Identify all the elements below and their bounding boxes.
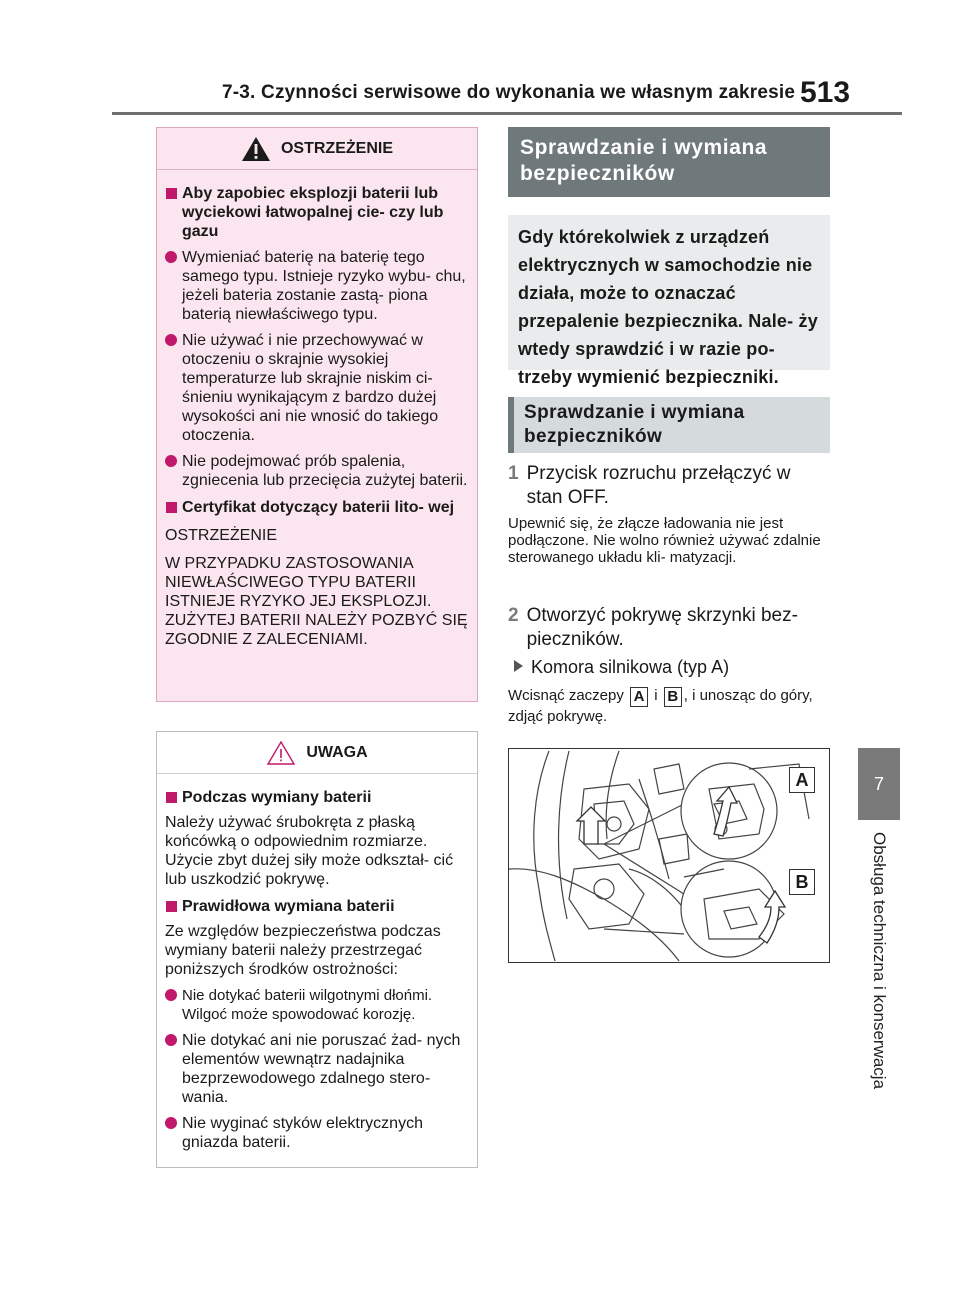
instruction-before: Wcisnąć zaczepy xyxy=(508,687,624,704)
warning-heading-explosion: Aby zapobiec eksplozji baterii lub wyciekowi łatwopalnej cie- czy lub gazu xyxy=(165,184,471,241)
caution-triangle-icon xyxy=(266,740,296,766)
label-b-box: B xyxy=(789,869,815,895)
chapter-tab: 7 xyxy=(858,748,900,820)
label-a-box: A xyxy=(789,767,815,793)
chapter-label-container xyxy=(858,832,900,1092)
instruction-after: , i unosząc do góry, zdjąć pokrywę. xyxy=(508,687,813,725)
notice-heading-replacement: Podczas wymiany baterii xyxy=(165,788,471,807)
warning-box xyxy=(156,127,478,702)
notice-bullet-1: Nie dotykać baterii wilgotnymi dłońmi. Wilgoć może spowodować korozję. xyxy=(165,986,471,1024)
warning-paragraph-2: W PRZYPADKU ZASTOSOWANIA NIEWŁAŚCIWEGO TYPU BATERII ISTNIEJE RYZYKO JEJ EKSPLOZJI. ZUŻYTEJ BATERII NALEŻY POZBYĆ SIĘ ZGODNIE Z ZALECENIAMI. xyxy=(165,555,468,648)
warning-title: OSTRZEŻENIE xyxy=(280,139,393,157)
instruction-mid: i xyxy=(654,687,658,704)
chapter-label: Obsługa techniczna i konserwacja xyxy=(870,832,889,1090)
notice-box xyxy=(156,731,478,1168)
step-2-text: Otworzyć pokrywę skrzynki bez- pieczników. xyxy=(526,605,798,650)
notice-bullet-3: Nie wyginać styków elektrycznych gniazda baterii. xyxy=(165,1114,471,1152)
step-1-number: 1 xyxy=(508,463,519,484)
warning-bullet-1: Wymieniać baterię na baterię tego samego typu. Istnieje ryzyko wybu- chu, jeżeli bateria zostanie zastą- piona baterią niewłaściwego typu. xyxy=(165,248,471,324)
step-1-note: Upewnić się, że złącze ładowania nie jest podłączone. Nie wolno również używać zdalnie sterowanego układu kli- matyzacji. xyxy=(508,515,821,566)
engine-compartment-label: Komora silnikowa (typ A) xyxy=(508,656,729,678)
subsection-title: Sprawdzanie i wymiana bezpieczników xyxy=(508,397,830,453)
notice-body xyxy=(157,774,477,1152)
fuse-box-illustration xyxy=(508,748,830,963)
notice-header xyxy=(157,732,477,774)
notice-heading-correct: Prawidłowa wymiana baterii xyxy=(165,897,471,916)
warning-paragraph-1: OSTRZEŻENIE xyxy=(165,527,278,544)
notice-paragraph-2: Ze względów bezpieczeństwa podczas wymiany baterii należy przestrzegać poniższych środków ostrożności: xyxy=(165,923,441,978)
page-number: 513 xyxy=(800,76,851,109)
header-rule xyxy=(112,112,902,115)
engine-compartment-drawing xyxy=(509,749,829,962)
notice-bullet-2: Nie dotykać ani nie poruszać żad- nych elementów wewnątrz nadajnika bezprzewodowego zdalnego stero- wania. xyxy=(165,1031,471,1107)
key-a: A xyxy=(630,687,648,707)
section-intro: Gdy którekolwiek z urządzeń elektrycznych w samochodzie nie działa, może to oznaczać przepalenie bezpiecznika. Nale- ży wtedy sprawdzić i w razie po- trzeby wymienić bezpieczniki. xyxy=(508,215,830,370)
warning-heading-certificate: Certyfikat dotyczący baterii lito- wej xyxy=(165,498,471,517)
notice-paragraph-1: Należy używać śrubokręta z płaską końcówką o odpowiednim rozmiarze. Użycie zbyt dużej siły może odkształ- cić lub uszkodzić pokrywę. xyxy=(165,814,454,888)
step-1 xyxy=(508,462,817,510)
running-header: 7-3. Czynności serwisowe do wykonania we własnym zakresie xyxy=(222,82,796,103)
warning-bullet-2: Nie używać i nie przechowywać w otoczeniu o skrajnie wysokiej temperaturze lub skrajnie niskim ci- śnieniu wynikającym z bardzo dużej wysokości ani nie wnosić do takiego otoczenia. xyxy=(165,331,471,445)
notice-title: UWAGA xyxy=(306,743,368,761)
key-b: B xyxy=(664,687,682,707)
warning-bullet-3: Nie podejmować prób spalenia, zgniecenia lub przecięcia zużytej baterii. xyxy=(165,452,471,490)
step-2 xyxy=(508,604,817,652)
warning-triangle-icon xyxy=(241,136,271,162)
step-1-text: Przycisk rozruchu przełączyć w stan OFF. xyxy=(526,463,791,508)
warning-body xyxy=(157,170,477,649)
step-2-number: 2 xyxy=(508,605,519,626)
instruction-text xyxy=(508,686,830,727)
warning-header xyxy=(157,128,477,170)
section-title: Sprawdzanie i wymiana bezpieczników xyxy=(508,127,830,197)
